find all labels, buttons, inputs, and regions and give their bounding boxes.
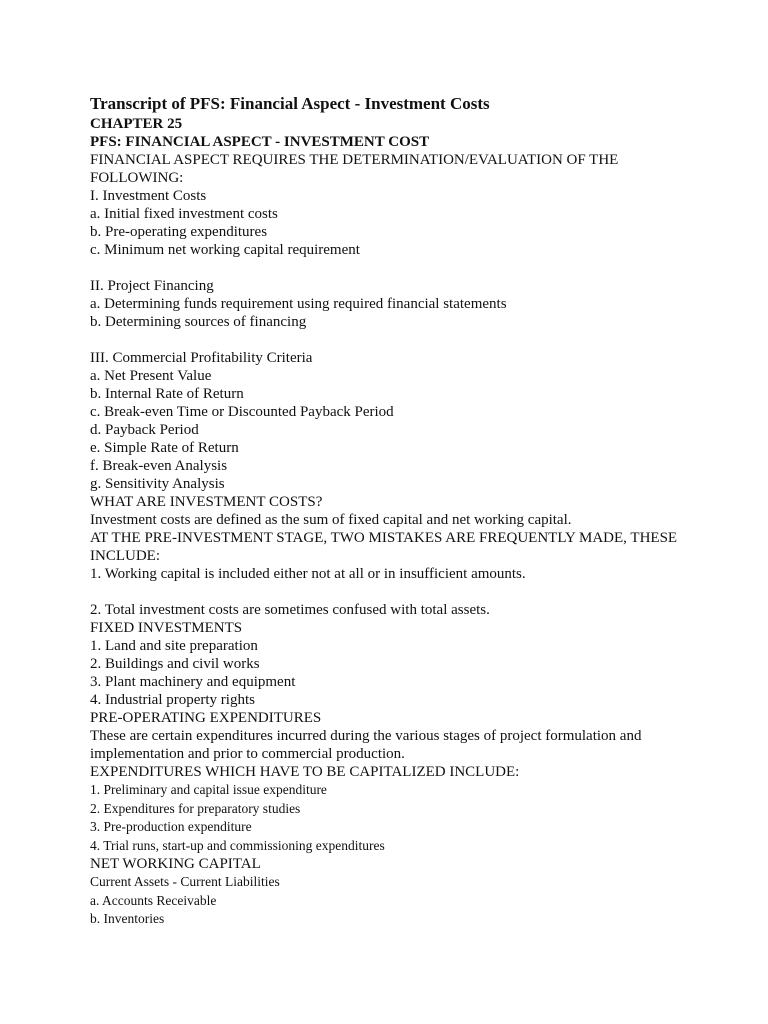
spacer [90, 583, 690, 601]
paragraph: Investment costs are defined as the sum of fixed capital and net working capital. [90, 512, 572, 528]
list-item: 2. Buildings and civil works [90, 656, 260, 672]
document-title: Transcript of PFS: Financial Aspect - Investment Costs [90, 94, 490, 113]
list-item: 4. Trial runs, start-up and commissioning expenditures [90, 837, 385, 853]
list-item: c. Break-even Time or Discounted Payback Period [90, 404, 394, 420]
list-item: b. Pre-operating expenditures [90, 224, 268, 240]
list-item: 1. Working capital is included either not at all or in insufficient amounts. [90, 566, 526, 582]
spacer [90, 259, 690, 277]
section-heading: NET WORKING CAPITAL [90, 856, 261, 872]
list-item: a. Accounts Receivable [90, 892, 217, 908]
list-item: 1. Preliminary and capital issue expenditure [90, 782, 327, 797]
list-item: a. Initial fixed investment costs [90, 206, 278, 222]
chapter-heading: PFS: FINANCIAL ASPECT - INVESTMENT COST [90, 134, 430, 150]
intro-text: FINANCIAL ASPECT REQUIRES THE DETERMINATION/EVALUATION OF THE FOLLOWING: [90, 152, 623, 186]
section-title: I. Investment Costs [90, 188, 207, 204]
document-page [90, 93, 690, 929]
list-item: 2. Expenditures for preparatory studies [90, 800, 301, 816]
section-heading: AT THE PRE-INVESTMENT STAGE, TWO MISTAKES ARE FREQUENTLY MADE, THESE INCLUDE: [90, 530, 681, 564]
list-item: 2. Total investment costs are sometimes confused with total assets. [90, 602, 490, 618]
list-item: b. Determining sources of financing [90, 314, 307, 330]
list-item: 4. Industrial property rights [90, 692, 255, 708]
list-item: e. Simple Rate of Return [90, 440, 239, 456]
list-item: a. Net Present Value [90, 368, 212, 384]
list-item: c. Minimum net working capital requirement [90, 242, 360, 258]
spacer [90, 331, 690, 349]
list-item: 3. Pre-production expenditure [90, 819, 252, 834]
list-item: d. Payback Period [90, 422, 199, 438]
section-heading: PRE-OPERATING EXPENDITURES [90, 710, 322, 726]
section-title: II. Project Financing [90, 278, 214, 294]
list-item: a. Determining funds requirement using required financial statements [90, 296, 507, 312]
section-heading: WHAT ARE INVESTMENT COSTS? [90, 494, 323, 510]
list-item: b. Internal Rate of Return [90, 386, 244, 402]
section-title: III. Commercial Profitability Criteria [90, 350, 313, 366]
chapter-label: CHAPTER 25 [90, 116, 183, 132]
list-item: 1. Land and site preparation [90, 638, 258, 654]
formula-text: Current Assets - Current Liabilities [90, 874, 280, 889]
section-heading: EXPENDITURES WHICH HAVE TO BE CAPITALIZED INCLUDE: [90, 764, 520, 780]
list-item: b. Inventories [90, 911, 165, 926]
list-item: g. Sensitivity Analysis [90, 476, 225, 492]
list-item: 3. Plant machinery and equipment [90, 674, 296, 690]
paragraph: These are certain expenditures incurred during the various stages of project formulation and implementation and prior to commercial production. [90, 728, 646, 762]
list-item: f. Break-even Analysis [90, 458, 228, 474]
section-heading: FIXED INVESTMENTS [90, 620, 243, 636]
